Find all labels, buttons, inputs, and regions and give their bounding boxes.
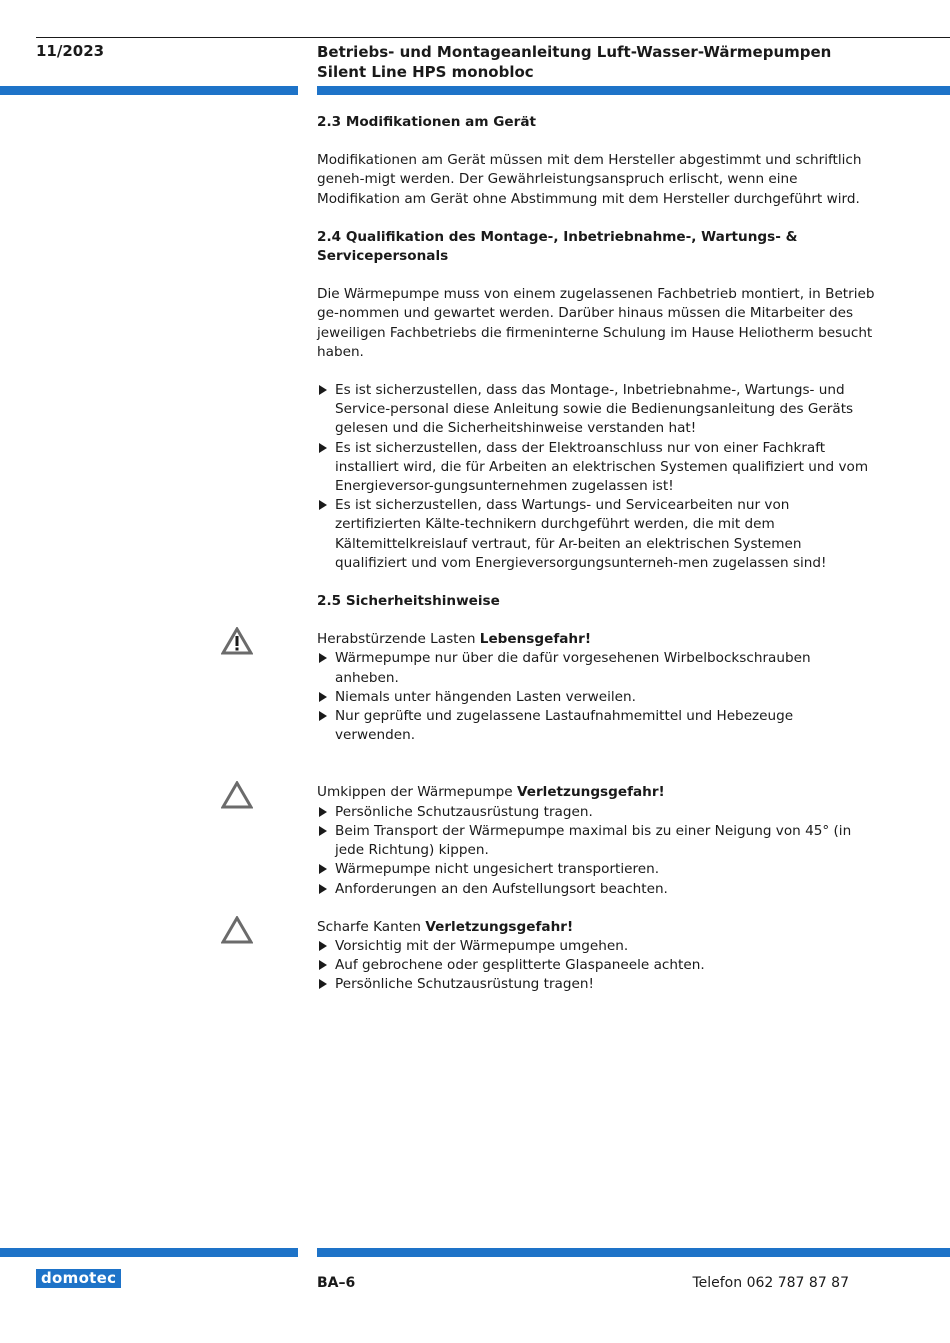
list-item: Es ist sicherzustellen, dass Wartungs- und Servicearbeiten nur von zertifizierten Kälte-technikern durchgeführt werden, die mit dem Kältemittelkreislauf vertraut, für Ar-beiten an elektrischen Systemen qualifiziert und vom Energieversorgungsunterneh-men zugelassen sind! (317, 496, 877, 573)
section-2-4-text: Die Wärmepumpe muss von einem zugelassenen Fachbetrieb montiert, in Betrieb ge-nommen und gewartet werden. Darüber hinaus müssen die Mitarbeiter des jeweiligen Fachbetriebs die firmeninterne Schulung im Hause Heliotherm besucht haben. (317, 286, 875, 360)
warning-list (317, 649, 877, 745)
bullet-arrow-icon (319, 807, 327, 817)
bullet-arrow-icon (319, 960, 327, 970)
list-item: Beim Transport der Wärmepumpe maximal bis zu einer Neigung von 45° (in jede Richtung) kippen. (317, 822, 877, 860)
document-title-line2: Silent Line HPS monobloc (317, 63, 534, 81)
warning-lead: Umkippen der Wärmepumpe Verletzungsgefahr! (317, 784, 665, 801)
list-item: Auf gebrochene oder gesplitterte Glaspaneele achten. (317, 956, 877, 975)
document-title-line1: Betriebs- und Montageanleitung Luft-Wasser-Wärmepumpen (317, 43, 832, 61)
list-item: Es ist sicherzustellen, dass das Montage-, Inbetriebnahme-, Wartungs- und Service-personal diese Anleitung sowie die Bedienungsanleitung des Geräts gelesen und die Sicherheitshinweise verstanden hat! (317, 381, 877, 439)
section-2-4-heading: 2.4 Qualifikation des Montage-, Inbetriebnahme-, Wartungs- & Servicepersonals (317, 228, 798, 265)
danger-label: Lebensgefahr! (479, 631, 592, 648)
warning-sharp-edges (317, 918, 877, 995)
bullet-arrow-icon (319, 443, 327, 453)
bullet-arrow-icon (319, 711, 327, 721)
header-bar-right (317, 86, 950, 95)
page-content (317, 113, 877, 995)
warning-list (317, 937, 877, 995)
section-2-3-heading: 2.3 Modifikationen am Gerät (317, 114, 536, 130)
document-title (317, 42, 831, 82)
list-item: Vorsichtig mit der Wärmepumpe umgehen. (317, 937, 877, 956)
warning-list (317, 803, 877, 899)
warning-lead: Scharfe Kanten Verletzungsgefahr! (317, 918, 574, 935)
section-2-4-list (317, 381, 877, 573)
bullet-arrow-icon (319, 653, 327, 663)
list-item: Niemals unter hängenden Lasten verweilen. (317, 688, 877, 707)
bullet-arrow-icon (319, 692, 327, 702)
bullet-arrow-icon (319, 385, 327, 395)
section-2-3-text: Modifikationen am Gerät müssen mit dem Hersteller abgestimmt und schriftlich geneh-migt werden. Der Gewährleistungsanspruch erlischt, wenn eine Modifikation am Gerät ohne Abstimmung mit dem Hersteller durchgeführt wird. (317, 152, 862, 207)
footer-phone: Telefon 062 787 87 87 (692, 1275, 849, 1291)
page-number: BA–6 (317, 1275, 356, 1291)
warning-exclamation-icon (221, 627, 253, 655)
domotec-logo: domotec (36, 1269, 121, 1288)
bullet-arrow-icon (319, 864, 327, 874)
list-item: Anforderungen an den Aufstellungsort beachten. (317, 880, 877, 899)
bullet-arrow-icon (319, 826, 327, 836)
list-item: Persönliche Schutzausrüstung tragen. (317, 803, 877, 822)
footer-bar-right (317, 1248, 950, 1257)
header-rule (36, 37, 950, 38)
bullet-arrow-icon (319, 884, 327, 894)
warning-tipping (317, 783, 877, 898)
section-2-5-heading: 2.5 Sicherheitshinweise (317, 593, 500, 610)
danger-label: Verletzungsgefahr! (425, 918, 574, 935)
warning-lead: Herabstürzende Lasten Lebensgefahr! (317, 631, 592, 648)
header-bar-left (0, 86, 298, 95)
header-date: 11/2023 (36, 42, 105, 60)
bullet-arrow-icon (319, 500, 327, 510)
warning-triangle-icon (221, 916, 253, 944)
bullet-arrow-icon (319, 979, 327, 989)
warning-falling-loads (317, 630, 877, 745)
footer-bar-left (0, 1248, 298, 1257)
list-item: Wärmepumpe nur über die dafür vorgesehenen Wirbelbockschrauben anheben. (317, 649, 877, 687)
list-item: Es ist sicherzustellen, dass der Elektroanschluss nur von einer Fachkraft installiert wird, die für Arbeiten an elektrischen Systemen qualifiziert und vom Energieversor-gungsunternehmen zugelassen ist! (317, 439, 877, 497)
list-item: Persönliche Schutzausrüstung tragen! (317, 975, 877, 994)
bullet-arrow-icon (319, 941, 327, 951)
list-item: Wärmepumpe nicht ungesichert transportieren. (317, 860, 877, 879)
danger-label: Verletzungsgefahr! (516, 784, 665, 801)
warning-triangle-icon (221, 781, 253, 809)
list-item: Nur geprüfte und zugelassene Lastaufnahmemittel und Hebezeuge verwenden. (317, 707, 877, 745)
